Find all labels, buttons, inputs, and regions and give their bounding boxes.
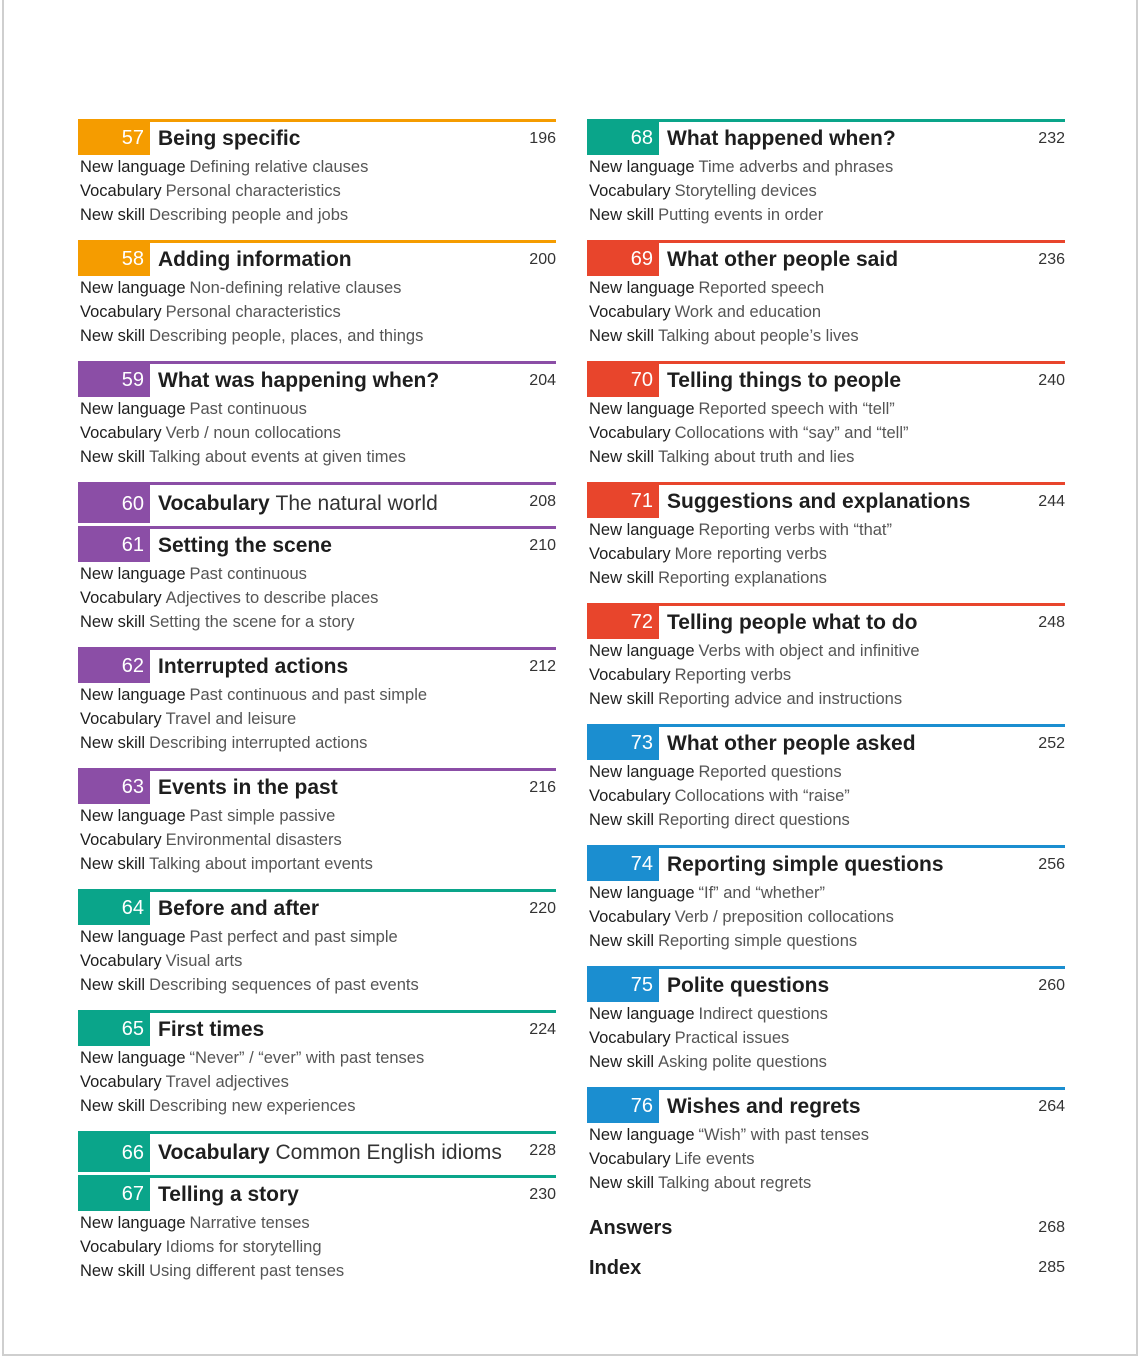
new-language-line <box>587 276 1065 300</box>
unit-number: 69 <box>587 243 659 276</box>
new-language-line-value: Reported speech <box>698 279 825 297</box>
unit-title-text: What other people asked <box>667 731 916 755</box>
toc-entry-62[interactable] <box>78 647 556 755</box>
page-number: 244 <box>1038 493 1065 510</box>
vocabulary-line-value: Personal characteristics <box>165 303 341 321</box>
new-skill-line <box>78 852 556 876</box>
new-language-line-value: Past continuous and past simple <box>189 686 428 704</box>
new-language-line <box>587 155 1065 179</box>
new-language-line-label: New language <box>589 1126 695 1144</box>
new-skill-line-label: New skill <box>80 206 146 224</box>
unit-header[interactable] <box>587 119 1065 155</box>
new-skill-line-label: New skill <box>589 690 655 708</box>
toc-entry-73[interactable] <box>587 724 1065 832</box>
extra-title: Answers <box>589 1216 673 1239</box>
new-skill-line-label: New skill <box>80 1262 146 1280</box>
new-skill-line <box>587 445 1065 469</box>
new-language-line-value: Narrative tenses <box>189 1214 310 1232</box>
toc-entry-65[interactable] <box>78 1010 556 1118</box>
new-language-line <box>78 397 556 421</box>
unit-number: 73 <box>587 727 659 760</box>
unit-number: 63 <box>78 771 150 804</box>
unit-title <box>158 369 439 393</box>
unit-title-text: Vocabulary <box>158 1141 270 1164</box>
unit-header[interactable] <box>78 1131 556 1172</box>
unit-number: 72 <box>587 606 659 639</box>
new-language-line-label: New language <box>80 807 186 825</box>
vocabulary-line-label: Vocabulary <box>80 589 162 607</box>
new-language-line <box>78 1211 556 1235</box>
unit-title <box>158 534 332 558</box>
new-skill-line-value: Talking about regrets <box>658 1174 812 1192</box>
new-skill-line-label: New skill <box>589 448 655 466</box>
vocabulary-line <box>78 1235 556 1259</box>
unit-header[interactable] <box>587 1087 1065 1123</box>
vocabulary-line <box>78 300 556 324</box>
unit-title <box>667 248 898 272</box>
toc-extra-index[interactable] <box>587 1248 1065 1288</box>
unit-title-text: Telling people what to do <box>667 610 918 634</box>
new-language-line <box>78 276 556 300</box>
unit-header[interactable] <box>78 361 556 397</box>
new-language-line-value: Reporting verbs with “that” <box>698 521 892 539</box>
unit-number: 61 <box>78 529 150 562</box>
new-language-line-label: New language <box>589 521 695 539</box>
new-language-line <box>78 155 556 179</box>
unit-number: 57 <box>78 122 150 155</box>
new-skill-line-value: Reporting explanations <box>658 569 827 587</box>
page-number: 232 <box>1038 130 1065 147</box>
new-language-line <box>587 1123 1065 1147</box>
toc-entry-61[interactable] <box>78 526 556 634</box>
new-language-line <box>78 925 556 949</box>
page-number: 264 <box>1038 1098 1065 1115</box>
new-language-line-value: Past perfect and past simple <box>189 928 398 946</box>
page-number: 196 <box>529 130 556 147</box>
vocabulary-line <box>587 179 1065 203</box>
new-skill-line-value: Talking about events at given times <box>149 448 406 466</box>
new-skill-line-value: Describing people and jobs <box>149 206 349 224</box>
unit-number: 71 <box>587 485 659 518</box>
new-language-line <box>78 562 556 586</box>
unit-header[interactable] <box>587 361 1065 397</box>
unit-title-text: Reporting simple questions <box>667 852 944 876</box>
new-language-line-label: New language <box>589 279 695 297</box>
vocabulary-line-label: Vocabulary <box>589 303 671 321</box>
unit-title <box>667 853 944 877</box>
unit-title <box>667 369 901 393</box>
vocabulary-line-value: Personal characteristics <box>165 182 341 200</box>
vocabulary-line-label: Vocabulary <box>80 303 162 321</box>
new-skill-line-value: Reporting simple questions <box>658 932 858 950</box>
unit-header[interactable] <box>78 1010 556 1046</box>
unit-header[interactable] <box>78 526 556 562</box>
new-skill-line-value: Describing new experiences <box>149 1097 356 1115</box>
vocabulary-line-value: Collocations with “raise” <box>674 787 850 805</box>
vocabulary-line-label: Vocabulary <box>80 831 162 849</box>
vocabulary-line-value: Reporting verbs <box>674 666 792 684</box>
unit-number: 68 <box>587 122 659 155</box>
new-skill-line <box>587 687 1065 711</box>
new-skill-line-label: New skill <box>80 613 146 631</box>
new-language-line-value: Reported questions <box>698 763 842 781</box>
unit-title <box>158 776 338 800</box>
new-language-line-value: Time adverbs and phrases <box>698 158 894 176</box>
new-language-line <box>587 760 1065 784</box>
unit-title-text: Before and after <box>158 896 320 920</box>
vocabulary-line-label: Vocabulary <box>589 908 671 926</box>
unit-title-text: Telling things to people <box>667 368 902 392</box>
unit-title <box>158 655 348 679</box>
unit-title <box>158 127 300 151</box>
new-language-line-label: New language <box>589 400 695 418</box>
unit-header[interactable] <box>587 724 1065 760</box>
unit-title <box>158 1183 299 1207</box>
new-skill-line <box>78 203 556 227</box>
new-language-line-label: New language <box>80 565 186 583</box>
vocabulary-line-label: Vocabulary <box>80 1238 162 1256</box>
unit-title-text: Events in the past <box>158 775 338 799</box>
new-skill-line-label: New skill <box>589 327 655 345</box>
vocabulary-line-label: Vocabulary <box>589 666 671 684</box>
new-language-line-label: New language <box>589 763 695 781</box>
unit-header[interactable] <box>587 845 1065 881</box>
toc-entry-57[interactable] <box>78 119 556 227</box>
toc-entry-74[interactable] <box>587 845 1065 953</box>
vocabulary-line-label: Vocabulary <box>80 424 162 442</box>
new-language-line <box>78 804 556 828</box>
new-skill-line <box>78 1259 556 1283</box>
new-skill-line <box>587 808 1065 832</box>
unit-title <box>667 127 896 151</box>
toc-entry-70[interactable] <box>587 361 1065 469</box>
unit-header[interactable] <box>78 647 556 683</box>
new-language-line-label: New language <box>589 158 695 176</box>
vocabulary-line <box>587 784 1065 808</box>
unit-header[interactable] <box>78 889 556 925</box>
new-language-line-label: New language <box>589 884 695 902</box>
vocabulary-line-value: Idioms for storytelling <box>165 1238 322 1256</box>
vocabulary-line <box>78 707 556 731</box>
vocabulary-line-label: Vocabulary <box>80 710 162 728</box>
unit-header[interactable] <box>587 482 1065 518</box>
new-language-line <box>78 1046 556 1070</box>
new-language-line-value: Verbs with object and infinitive <box>698 642 920 660</box>
new-skill-line-label: New skill <box>80 1097 146 1115</box>
vocabulary-line-value: Life events <box>674 1150 755 1168</box>
unit-title-text: What happened when? <box>667 126 896 150</box>
new-language-line-label: New language <box>589 1005 695 1023</box>
page-number: 260 <box>1038 977 1065 994</box>
vocabulary-line-label: Vocabulary <box>589 1029 671 1047</box>
new-language-line-label: New language <box>589 642 695 660</box>
vocabulary-line-value: Practical issues <box>674 1029 790 1047</box>
unit-title <box>667 974 829 998</box>
vocabulary-line-label: Vocabulary <box>589 545 671 563</box>
contents-page <box>2 0 1138 1356</box>
unit-title <box>158 897 319 921</box>
new-skill-line-label: New skill <box>80 327 146 345</box>
vocabulary-line <box>78 179 556 203</box>
vocabulary-line <box>78 1070 556 1094</box>
unit-title-text: First times <box>158 1017 265 1041</box>
toc-entry-59[interactable] <box>78 361 556 469</box>
unit-title-text: Vocabulary <box>158 492 270 515</box>
vocabulary-line-label: Vocabulary <box>589 182 671 200</box>
page-number: 210 <box>529 537 556 554</box>
unit-title <box>667 490 970 514</box>
vocabulary-line <box>587 542 1065 566</box>
new-language-line-value: Past continuous <box>189 565 307 583</box>
unit-header[interactable] <box>78 1175 556 1211</box>
vocabulary-line <box>78 828 556 852</box>
toc-entry-71[interactable] <box>587 482 1065 590</box>
unit-number: 74 <box>587 848 659 881</box>
page-number: 220 <box>529 900 556 917</box>
toc-extra-answers[interactable] <box>587 1208 1065 1248</box>
unit-number: 76 <box>587 1090 659 1123</box>
page-number: 228 <box>529 1142 556 1159</box>
toc-entry-67[interactable] <box>78 1175 556 1283</box>
new-language-line-value: Past continuous <box>189 400 307 418</box>
unit-header[interactable] <box>587 966 1065 1002</box>
vocabulary-line <box>78 421 556 445</box>
unit-number: 75 <box>587 969 659 1002</box>
new-language-line-label: New language <box>80 1049 186 1067</box>
new-skill-line-value: Asking polite questions <box>658 1053 827 1071</box>
page-number: 252 <box>1038 735 1065 752</box>
new-skill-line-label: New skill <box>589 1174 655 1192</box>
new-skill-line <box>587 1050 1065 1074</box>
page-number: 224 <box>529 1021 556 1038</box>
vocabulary-line-value: Visual arts <box>165 952 243 970</box>
unit-title-text: Telling a story <box>158 1182 299 1206</box>
page-number: 268 <box>1038 1219 1065 1236</box>
new-skill-line <box>78 324 556 348</box>
extra-title: Index <box>589 1256 642 1279</box>
new-skill-line <box>78 1094 556 1118</box>
new-language-line-label: New language <box>80 279 186 297</box>
toc-entry-76[interactable] <box>587 1087 1065 1195</box>
unit-number: 58 <box>78 243 150 276</box>
unit-title <box>667 732 916 756</box>
vocabulary-line-label: Vocabulary <box>80 182 162 200</box>
vocabulary-line <box>587 1026 1065 1050</box>
new-skill-line <box>78 445 556 469</box>
vocabulary-line <box>587 421 1065 445</box>
unit-title <box>158 1141 502 1165</box>
unit-header[interactable] <box>78 240 556 276</box>
unit-title <box>667 1095 861 1119</box>
unit-number: 59 <box>78 364 150 397</box>
left-column <box>78 119 556 1296</box>
unit-title-text: Wishes and regrets <box>667 1094 861 1118</box>
page-number: 248 <box>1038 614 1065 631</box>
new-skill-line-value: Using different past tenses <box>149 1262 345 1280</box>
vocabulary-line <box>78 586 556 610</box>
unit-number: 67 <box>78 1178 150 1211</box>
unit-number: 65 <box>78 1013 150 1046</box>
page-number: 285 <box>1038 1259 1065 1276</box>
new-skill-line <box>78 610 556 634</box>
unit-number: 64 <box>78 892 150 925</box>
new-skill-line-label: New skill <box>80 976 146 994</box>
unit-subtitle: The natural world <box>275 492 438 515</box>
new-language-line <box>78 683 556 707</box>
new-language-line-value: “If” and “whether” <box>698 884 826 902</box>
new-language-line-value: Indirect questions <box>698 1005 828 1023</box>
new-language-line <box>587 518 1065 542</box>
unit-title-text: Interrupted actions <box>158 654 349 678</box>
page-number: 204 <box>529 372 556 389</box>
unit-title-text: Adding information <box>158 247 352 271</box>
new-skill-line-value: Talking about important events <box>149 855 373 873</box>
page-number: 208 <box>529 493 556 510</box>
toc-entry-72[interactable] <box>587 603 1065 711</box>
new-skill-line-value: Reporting direct questions <box>658 811 850 829</box>
new-skill-line-label: New skill <box>589 206 655 224</box>
vocabulary-line-label: Vocabulary <box>589 787 671 805</box>
new-language-line-label: New language <box>80 158 186 176</box>
unit-title <box>158 492 438 516</box>
toc-entry-63[interactable] <box>78 768 556 876</box>
new-skill-line-value: Reporting advice and instructions <box>658 690 903 708</box>
vocabulary-line-value: Work and education <box>674 303 822 321</box>
page-number: 240 <box>1038 372 1065 389</box>
vocabulary-line-value: Storytelling devices <box>674 182 817 200</box>
unit-header[interactable] <box>587 603 1065 639</box>
new-skill-line-label: New skill <box>589 932 655 950</box>
unit-header[interactable] <box>78 119 556 155</box>
new-skill-line-label: New skill <box>589 811 655 829</box>
new-skill-line-label: New skill <box>80 855 146 873</box>
page-number: 200 <box>529 251 556 268</box>
vocabulary-line-value: Collocations with “say” and “tell” <box>674 424 909 442</box>
new-skill-line <box>78 731 556 755</box>
new-skill-line-label: New skill <box>80 734 146 752</box>
new-language-line-value: Non-defining relative clauses <box>189 279 402 297</box>
vocabulary-line-value: Adjectives to describe places <box>165 589 379 607</box>
right-column <box>587 119 1065 1288</box>
unit-title <box>667 611 917 635</box>
vocabulary-line-value: Verb / preposition collocations <box>674 908 894 926</box>
toc-entry-75[interactable] <box>587 966 1065 1074</box>
new-skill-line-value: Describing interrupted actions <box>149 734 368 752</box>
vocabulary-line-value: More reporting verbs <box>674 545 827 563</box>
unit-number: 66 <box>78 1134 150 1172</box>
new-skill-line-label: New skill <box>589 1053 655 1071</box>
toc-entry-66[interactable] <box>78 1131 556 1172</box>
new-skill-line-value: Talking about truth and lies <box>658 448 855 466</box>
unit-title-text: Suggestions and explanations <box>667 489 971 513</box>
unit-title <box>158 1018 264 1042</box>
vocabulary-line <box>587 905 1065 929</box>
page-number: 216 <box>529 779 556 796</box>
new-language-line-value: Reported speech with “tell” <box>698 400 895 418</box>
vocabulary-line-label: Vocabulary <box>589 1150 671 1168</box>
new-skill-line-value: Describing sequences of past events <box>149 976 419 994</box>
new-skill-line <box>587 324 1065 348</box>
new-skill-line <box>587 203 1065 227</box>
unit-header[interactable] <box>587 240 1065 276</box>
new-language-line <box>587 397 1065 421</box>
toc-entry-64[interactable] <box>78 889 556 997</box>
unit-title-text: Setting the scene <box>158 533 332 557</box>
unit-title-text: Polite questions <box>667 973 830 997</box>
vocabulary-line <box>587 663 1065 687</box>
unit-number: 60 <box>78 485 150 523</box>
unit-number: 62 <box>78 650 150 683</box>
new-language-line-label: New language <box>80 686 186 704</box>
new-skill-line-value: Describing people, places, and things <box>149 327 424 345</box>
vocabulary-line-value: Verb / noun collocations <box>165 424 341 442</box>
new-language-line <box>587 881 1065 905</box>
unit-title <box>158 248 352 272</box>
new-skill-line-value: Putting events in order <box>658 206 824 224</box>
unit-title-text: Being specific <box>158 126 301 150</box>
new-language-line <box>587 1002 1065 1026</box>
new-skill-line <box>587 1171 1065 1195</box>
unit-title-text: What other people said <box>667 247 899 271</box>
unit-subtitle: Common English idioms <box>275 1141 502 1164</box>
vocabulary-line <box>587 300 1065 324</box>
page-number: 256 <box>1038 856 1065 873</box>
new-skill-line-label: New skill <box>80 448 146 466</box>
new-language-line-label: New language <box>80 928 186 946</box>
unit-header[interactable] <box>78 768 556 804</box>
vocabulary-line <box>78 949 556 973</box>
page-number: 212 <box>529 658 556 675</box>
vocabulary-line-label: Vocabulary <box>80 1073 162 1091</box>
vocabulary-line-label: Vocabulary <box>589 424 671 442</box>
new-skill-line <box>587 929 1065 953</box>
vocabulary-line <box>587 1147 1065 1171</box>
unit-number: 70 <box>587 364 659 397</box>
vocabulary-line-value: Travel and leisure <box>165 710 297 728</box>
vocabulary-line-value: Environmental disasters <box>165 831 342 849</box>
new-skill-line <box>78 973 556 997</box>
new-language-line-value: Defining relative clauses <box>189 158 369 176</box>
new-language-line-label: New language <box>80 400 186 418</box>
page-number: 230 <box>529 1186 556 1203</box>
new-skill-line-label: New skill <box>589 569 655 587</box>
new-language-line <box>587 639 1065 663</box>
unit-header[interactable] <box>78 482 556 523</box>
vocabulary-line-value: Travel adjectives <box>165 1073 289 1091</box>
toc-entry-58[interactable] <box>78 240 556 348</box>
toc-entry-60[interactable] <box>78 482 556 523</box>
new-skill-line <box>587 566 1065 590</box>
new-language-line-label: New language <box>80 1214 186 1232</box>
new-skill-line-value: Setting the scene for a story <box>149 613 355 631</box>
toc-entry-69[interactable] <box>587 240 1065 348</box>
unit-title-text: What was happening when? <box>158 368 440 392</box>
new-language-line-value: “Never” / “ever” with past tenses <box>189 1049 425 1067</box>
vocabulary-line-label: Vocabulary <box>80 952 162 970</box>
new-skill-line-value: Talking about people’s lives <box>658 327 859 345</box>
toc-entry-68[interactable] <box>587 119 1065 227</box>
new-language-line-value: Past simple passive <box>189 807 336 825</box>
page-number: 236 <box>1038 251 1065 268</box>
new-language-line-value: “Wish” with past tenses <box>698 1126 870 1144</box>
